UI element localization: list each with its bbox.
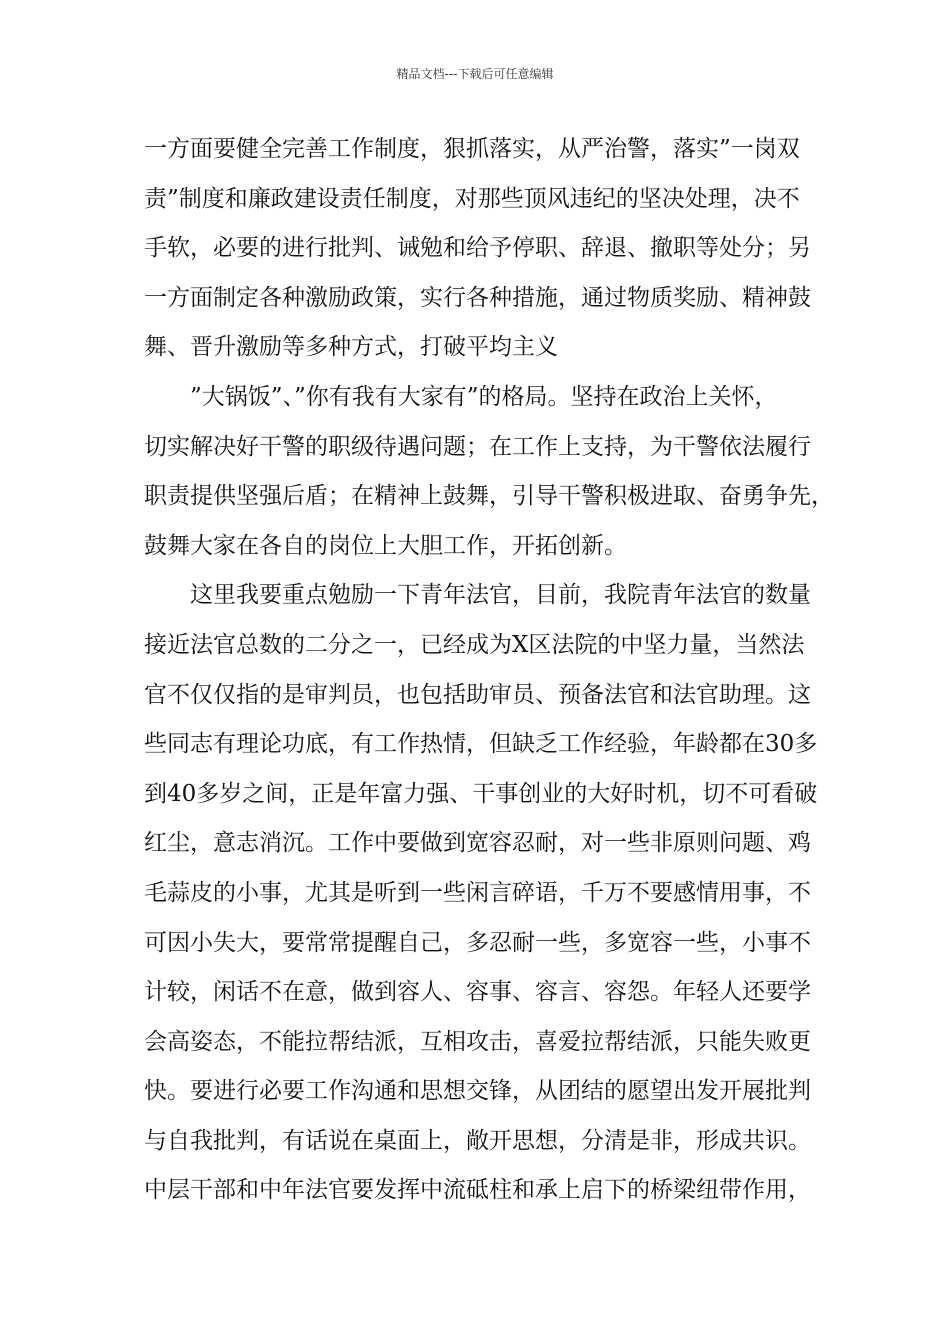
text-line: ”大锅饭”、”你有我有大家有”的格局。坚持在政治上关怀， <box>190 383 778 410</box>
text-line: 舞、晋升激励等多种方式，打破平均主义 <box>144 334 558 361</box>
text-line: 鼓舞大家在各自的岗位上大胆工作，开拓创新。 <box>144 532 627 559</box>
text-line: 红尘，意志消沉。工作中要做到宽容忍耐，对一些非原则问题、鸡 <box>144 830 811 857</box>
body-text <box>144 125 834 1216</box>
text-line: 快。要进行必要工作沟通和思想交锋，从团结的愿望出发开展批判 <box>144 1078 811 1105</box>
text-line: 计较，闲话不在意，做到容人、容事、容言、容怨。年轻人还要学 <box>144 979 811 1006</box>
page-header: 精品文档---下载后可任意编辑 <box>396 67 554 81</box>
text-line: 职责提供坚强后盾；在精神上鼓舞，引导干警积极进取、奋勇争先， <box>144 483 834 510</box>
text-line: 这里我要重点勉励一下青年法官，目前，我院青年法官的数量 <box>190 582 811 609</box>
text-line: 与自我批判，有话说在桌面上，敞开思想，分清是非，形成共识。 <box>144 1127 811 1154</box>
text-line: 一方面要健全完善工作制度，狠抓落实，从严治警，落实”一岗双 <box>144 136 800 162</box>
text-line: 些同志有理论功底，有工作热情，但缺乏工作经验，年龄都在30多 <box>144 731 818 758</box>
text-line: 毛蒜皮的小事，尤其是听到一些闲言碎语，千万不要感情用事，不 <box>144 879 811 906</box>
text-line: 官不仅仅指的是审判员，也包括助审员、预备法官和法官助理。这 <box>144 681 811 708</box>
text-line: 接近法官总数的二分之一，已经成为X区法院的中坚力量，当然法 <box>144 631 805 658</box>
text-line: 责”制度和廉政建设责任制度，对那些顶风违纪的坚决处理，决不 <box>144 185 800 212</box>
text-line: 可因小失大，要常常提醒自己，多忍耐一些，多宽容一些，小事不 <box>144 929 811 956</box>
text-line: 到40多岁之间，正是年富力强、干事创业的大好时机，切不可看破 <box>144 780 818 807</box>
text-line: 手软，必要的进行批判、诫勉和给予停职、辞退、撤职等处分；另 <box>144 235 811 262</box>
text-line: 切实解决好干警的职级待遇问题；在工作上支持，为干警依法履行 <box>144 433 811 460</box>
text-line: 一方面制定各种激励政策，实行各种措施，通过物质奖励、精神鼓 <box>144 284 811 311</box>
text-line: 中层干部和中年法官要发挥中流砥柱和承上启下的桥梁纽带作用， <box>144 1177 811 1204</box>
text-line: 会高姿态，不能拉帮结派，互相攻击，喜爱拉帮结派，只能失败更 <box>144 1028 811 1055</box>
